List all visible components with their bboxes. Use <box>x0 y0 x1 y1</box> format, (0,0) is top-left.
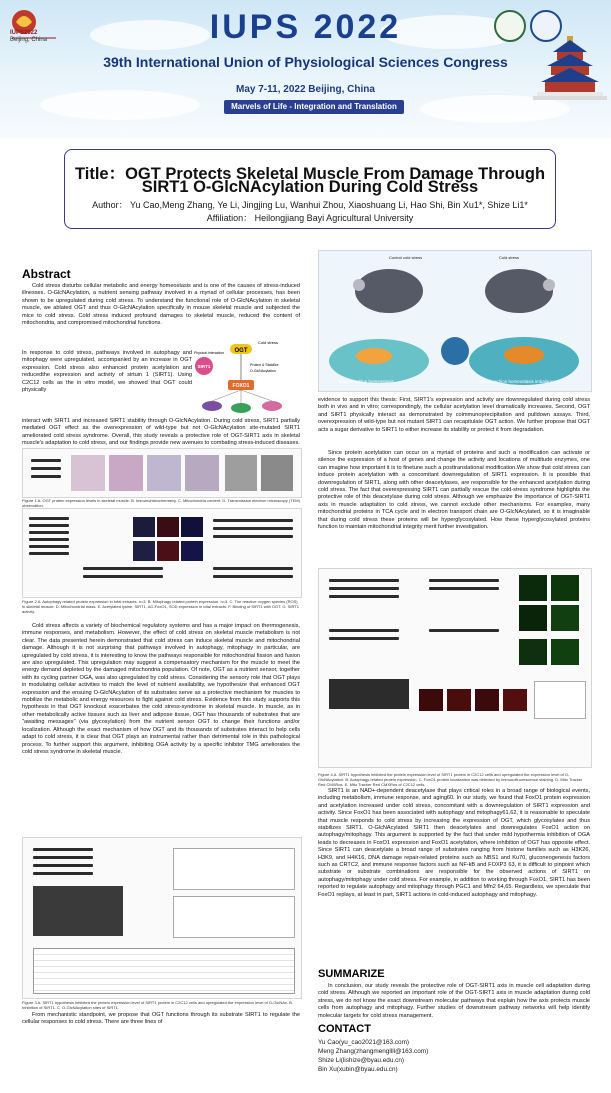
summarize-text: In conclusion, our study reveals the protective role of OGT-SIRT1 axis in muscle cell adaptation during cold stress. Although we reported an important role of the OGT-SIRT1 axis in muscle adaptation during cold stress, we do not know the exact downstream molecular pathways that explain how the axis protects muscle cells from autophagy and mitophagy. Further studies of downstream pathway networks will help identify molecular targets for cold stress management. <box>318 983 590 1019</box>
diagram-foxo1-label: FOXO1 <box>232 383 250 389</box>
figure-1 <box>22 448 302 498</box>
figure-3 <box>22 837 302 999</box>
diagram-oglc-label: O-GlcNAcylation <box>250 369 276 373</box>
poster-title-line-2: SIRT1 O-GlcNAcylation During Cold Stress <box>141 178 479 196</box>
diagram-sirt1-label: SIRT1 <box>197 364 211 369</box>
abstract-text-2: In response to cold stress, pathways involved in autophagy and mitophagy were upregulated, accompanied by an increase in OGT expression. Cold stress also enhanced protein acetylation and reducedthe expression and activity of sirtuin 1 (SIRT1). Using C2C12 cells as the in vitro model, we showed that OGT could physically <box>22 350 192 394</box>
logo-title: IUPS2022 <box>10 30 38 36</box>
diagram-ogt-label: OGT <box>234 348 248 354</box>
conference-subtitle: 39th International Union of Physiological Sciences Congress <box>103 54 508 70</box>
author-list: Author： Yu Cao,Meng Zhang, Ye Li, Jingjing Lu, Wanhui Zhou, Xiaoshuang Li, Hao Shi, Bin Xu1*, Shize Li1* <box>92 200 528 210</box>
figure-2 <box>22 508 302 598</box>
society-seal-icon <box>494 10 526 42</box>
figure-mice <box>318 250 592 392</box>
logo-subtitle: Beijing, China <box>10 37 48 43</box>
affiliation: Affiliation： Heilongjiang Bayi Agricultural University <box>206 213 414 223</box>
figure-4 <box>318 568 592 768</box>
discussion-text-right-3: SIRT1 is an NAD+-dependent deacetylase that plays critical roles in a broad range of biological events, including metabolism, immune response, and aging60. In our study, we found that FoxO1 protein expression and acetylation increased under cold stress, concomitant with a downregulation of SIRT1 expression and activity. Since FoxO1 has been associated with autophagy and mitophagy61,62, it is reasonable to speculate that muscle responds to cold stress by increasing the expression of OGT, which glycosylates and thus stabilizes SIRT1. O-GlcNAcylated SIRT1 then deacetylates and downregulates FoxO1 action on autophagy/mitophagy. This argument is supported by the fact that under mild hypothermia inhibition of OGA leads to decreases in FoxO1 expression and FoxO1 acetylation, where inhibition of OGT has opposite effect. Since SIRT1 can deacetylate a broad range of substrates ranging from histone families such as H3K26, H3K9, and H4K16, DNA damage repair-related proteins such as NBS1 and Ku70, gluconeogenesis factors such as CRTC2, and immune response factors such as NF-kB and FOXP3 63, it is difficult to pinpoint which substrate or substrate combinations are responsible for the observed actions of SIRT1 on autophagy/mitophagy under cold stress. For example, in addition to working through FoxO1, SIRT1 has been reported to regulate autophagy and mitophagy through PGC1 and Mfn2 64,65. Regardless, we speculate that FoxO1 replays, at least in part, SIRT1 actions in cold-induced autophagy and mitophagy. <box>318 788 590 898</box>
contact-line: Shize Li(lishize@byau.edu.cn) <box>318 1057 405 1064</box>
contact-line: Meng Zhang(zhangmengllll@163.com) <box>318 1048 429 1055</box>
conference-date: May 7-11, 2022 Beijing, China <box>236 84 375 95</box>
conference-banner <box>0 0 611 138</box>
contact-heading: CONTACT <box>318 1023 371 1035</box>
contact-line: Bin Xu(xubin@byau.edu.cn) <box>318 1066 398 1073</box>
poster-title-line-1: Title：OGT Protects Skeletal Muscle From Damage Through <box>74 165 546 183</box>
abstract-heading: Abstract <box>22 267 71 281</box>
mice-label-right: Cold stress <box>499 255 520 260</box>
figure-3-caption: Figure 3 A. SIRT1 hypothesis inhibited the protein expression level of SIRT1 protein in C2C12 cells and upregulated the expression level of O-GlcNAc. B. Inhibition of SIRT1. C. O-GlcNAcylation sites of SIRT1. <box>22 1000 293 1010</box>
conference-title: IUPS 2022 <box>209 8 402 46</box>
diagram-cold-label: Cold stress <box>258 340 279 345</box>
temple-of-heaven-icon <box>533 30 607 110</box>
figure-2-caption: Figure 2 A. Autophagy related protein expression in total extracts. n=3. B. Mitophagy related protein expression. n=3. C. The reactive oxygen species (ROS) in skeletal muscle. D. Mitochondrial mass. E. Acetylated lysine, SIRT1, AC-FoxO1, SOD expression in total extracts. F. Binding of SIRT1 with OGT. G. SIRT1 activity. <box>22 599 299 614</box>
discussion-text-left-end: From mechanistic standpoint, we propose that OGT functions through its substrate SIRT1 to regulate the cellular responses to cold stress. There are three lines of <box>22 1012 300 1026</box>
discussion-text-left: Cold stress affects a variety of biochemical regulatory systems and has a major impact on thermogenesis, immune responses, and metabolism. However, the effect of cold stress on skeletal muscle metabolism is not clear. The data presented herein demonstrated that cold stress can induce skeletal muscle and mitochondrial damage. Although it is not surprising that pathways involved in autophagy, mitophagy in particular, are upregulated by cold stress, it is interesting to know the pathways responsible for mitochondrial fission and fusion are also upregulated. This upregulation may suggest a compensatory mechanism for the muscle to meet the energy demand depleted by the damaged mitochondria population. Of note, OGT as a nutrient sensor, together with its cycling partner OGA, was also upregulated by cold stress. Considering the sensory role that OGT plays in modulating cellular activities to match the level of nutrient availability, we hypothesize that enhanced OGT expression and the ensuing O-GlcNAcylation of its substrates serve as a protective mechanism for muscles to mobilize the metabolic and energy resources to fight against cold stress. Evidence from this study supports this hypothesis in that OGT knockout exacerbates the cold stress-syndrome in skeletal muscle. In muscle, as in other metabolically active tissues such as liver and adipose tissue, OGT has thousands of substrates that are "awaiting messages" (via glycosylation) from the nutrient sensor OGT to change their functions and/or localization. Although the exact mechanism of how OGT and its thousands of substrates interact to help cells adapt to cold stress, it is clear that OGT plays an instrumental rather than detrimental role in this pathological process. To further support this argument, inhibiting OGA activity by a specific inhibitor TMG ameliorates the cold stress syndrome in skeletal muscle. <box>22 623 300 755</box>
diagram-protect-label: Protect & Stabilize <box>250 363 279 367</box>
conference-theme: Marvels of Life - Integration and Translation <box>224 100 404 114</box>
contact-list <box>318 1038 590 1074</box>
abstract-text-3: interact with SIRT1 and increased SIRT1 stability through O-GlcNAcylation. During cold stress, SIRT1 partially mediated OGT effect as the overexpression of wild-type but not O-GlcNAcylation site-mutated SIRT1 ameliorated cold stress syndrome. Overall, this study reveals a protective role of OGT-SIRT1 axis in skeletal muscle's adaptation to cold stress, and our findings provide new avenues to combating stress-induced diseases. <box>22 418 300 447</box>
poster-title-box <box>64 149 556 229</box>
figure-4-caption: Figure 4 A. SIRT1 hypothesis inhibited the protein expression level of SIRT1 protein in C2C12 cells and upregulated the expression level of O-GlcNAcylation. B. Autophagy-related protein expression. C. FoxO1 protein localization was detected by immunofluorescence staining. D. Mito Tracker Red CMXRos. E. Mito Tracker Red CMXRos of C2C12 cells. <box>318 772 583 787</box>
summarize-heading: SUMMARIZE <box>318 968 385 980</box>
contact-line: Yu Cao(yu_cao2021@163.com) <box>318 1039 410 1046</box>
mice-bottom-right: Mitochondrion homeostasis imbalance <box>479 379 556 384</box>
mechanism-diagram <box>192 336 298 416</box>
abstract-text-1: Cold stress disturbs cellular metabolic and energy homeostasis and is one of the causes of stress-induced illnesses. O-GlcNAcylation, a nutrient sensing pathway involved in a myriad of cellular processes, has been shown to be upregulated during cold stress. To understand the functional role of O-GlcNAcylation in skeletal muscle, we ablated OGT and thus O-GlcNAcylation specifically in mouse skeletal muscle and subjected the mice to cold stress. Cold stress induced profound damages to skeletal muscle, reduced the content of mitochondria, and compromised mitochondrial functions. <box>22 283 300 327</box>
discussion-text-right-2: Since protein acetylation can occur on a myriad of proteins and such a modification can activate or silence the expression of a host of genes and change the activity and locations of multitude enzymes, one can imagine how important it is to finetune such a posttranslational modification.We show that cold stress can induce protein acetylation with a concomitant downregulation of SIRT1 expression. It is possible that downregulation of SIRT1, along with other deacetylases, are responsible for the enhanced acetylation during cold stress. The fact that overexpressing SIRT1 can partially rescue the cold-stress syndrome highlights the protective role of this deacetylase during cold stress. Although we emphasize the importance of OGT-SIRT1 axis in muscle adaptation to cold stress, we cannot exclude other mechanisms. For examples, many mitochondrial proteins in TCA cycle and in electron transport chain are O-GlcNAcylated, so it is imaginable that during cold stress these proteins will be hyperglycosylated. How these hyperglycosylated proteins function to maintain mitochondrial integrity merit further investigation. <box>318 450 590 531</box>
mice-bottom-left: Mitochondrion homeostasis <box>339 379 394 384</box>
mice-label-left: Control cold stress <box>389 255 423 260</box>
figure-1-caption: Figure 1 A. OGT protein expression levels in skeletal muscle. B. Immunohistochemistry. C. Mitochondria content. D. Transmission electron microscopy (TEM) observation. <box>22 498 300 508</box>
mice-illustration <box>319 251 591 391</box>
discussion-text-right-1: evidence to support this thesis: First, SIRT1's expression and activity are downregulated during cold stress both in vivo and in vitro; correspondingly, the cellular acetylation level dramatically increases. Second, OGT and SIRT1 physically interact as demonstrated by coimmunoprecipitation and pulldown assays. Third, overexpression of wild-type but not mutant SIRT1 can recapitulate OGT action. We further propose that OGT acts a sugar derivative to SIRT1 to either increase its stability or protect it from degradation. <box>318 397 590 433</box>
diagram-interaction-label: Physical interaction <box>194 351 225 355</box>
